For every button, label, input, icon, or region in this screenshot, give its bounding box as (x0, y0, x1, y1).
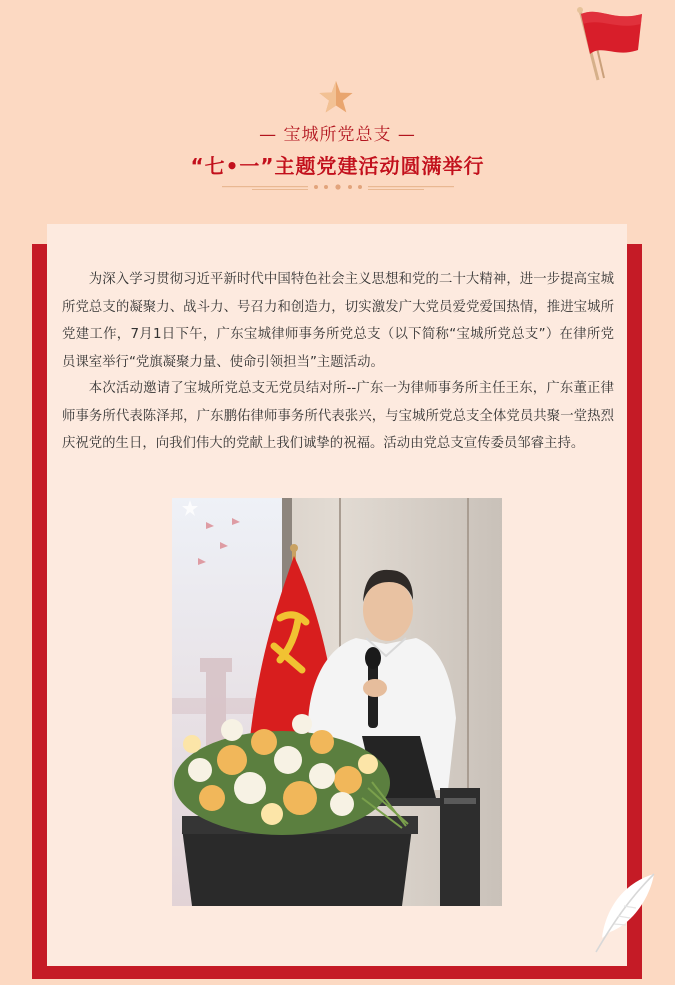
article-paragraph-1: 为深入学习贯彻习近平新时代中国特色社会主义思想和党的二十大精神，进一步提高宝城所党总支的凝聚力、战斗力、号召力和创造力，切实激发广大党员爱党爱国热情，推进宝城所党建工作，7月1日下午，广东宝城律师事务所党总支（以下简称“宝城所党总支”）在律所党员课室举行“党旗凝聚力量、使命引领担当”主题活动。 (62, 272, 614, 370)
gold-star-icon (318, 80, 354, 116)
title-ornament (222, 180, 454, 194)
feather-quill-icon (592, 872, 658, 954)
section-subtitle: — 宝城所党总支 — (259, 125, 416, 145)
article-title: “七•一”主题党建活动圆满举行 (190, 154, 485, 178)
article-paragraph-2: 本次活动邀请了宝城所党总支无党员结对所--广东一为律师事务所主任王东，广东董正律师事务所代表陈泽邦，广东鹏佑律师事务所代表张兴，与宝城所党总支全体党员共聚一堂热烈庆祝党的生日，向我们伟大的党献上我们诚挚的祝福。活动由党总支宣传委员邹睿主持。 (62, 381, 614, 451)
red-flag-icon (572, 6, 652, 84)
event-photo (172, 498, 502, 906)
